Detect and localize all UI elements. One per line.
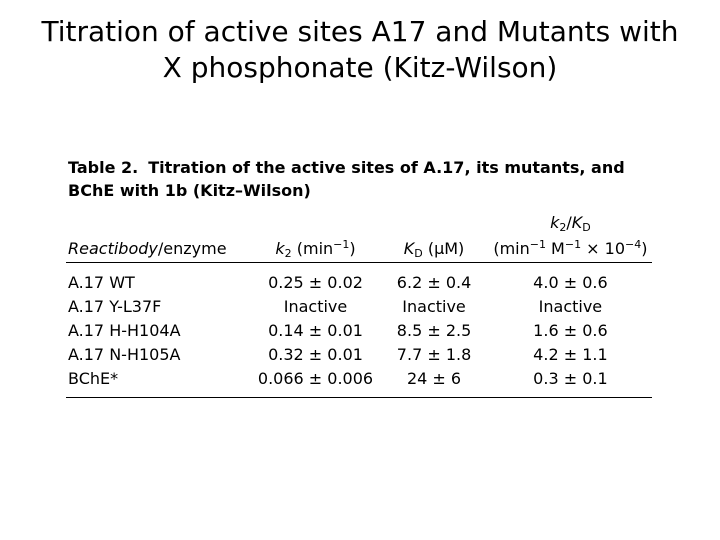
cell-kd: 7.7 ± 1.8 (396, 345, 472, 364)
table-caption-line-1 (68, 156, 652, 179)
header-ratio-units: ($\min^{-1}$ $M^{-1} \times 10^{-4}$) (489, 232, 652, 263)
cell-k2: Inactive (283, 297, 348, 316)
table-caption-text-1: Titration of the active sites of A.17, its mutants, and (148, 158, 625, 177)
table-caption-label: Table 2. (68, 158, 139, 177)
cell-k2: 0.066 ± 0.006 (252, 367, 379, 398)
cell-ratio: 0.3 ± 0.1 (489, 367, 652, 398)
cell-name: BChE* (66, 367, 252, 398)
cell-ratio: 1.6 ± 0.6 (533, 321, 608, 340)
table-caption (68, 156, 652, 202)
cell-k2: 0.14 ± 0.01 (268, 321, 363, 340)
cell-name: A.17 Y-L37F (68, 297, 162, 316)
cell-name: A.17 N-H105A (68, 345, 181, 364)
slide-title-line-1: Titration of active sites A17 and Mutants with (41, 15, 679, 48)
cell-kd: 6.2 ± 0.4 (396, 273, 472, 292)
cell-name: A.17 WT (68, 273, 135, 292)
cell-ratio: 4.0 ± 0.6 (533, 273, 608, 292)
header-reactibody-enzyme: Reactibody/enzyme (66, 232, 252, 263)
titration-table (66, 212, 652, 398)
table-row (66, 367, 652, 398)
header-k2: $k_2$ $(\min^{-1})$ (252, 232, 379, 263)
header-kd: $K_D$ (μM) (379, 232, 489, 263)
cell-ratio: 4.2 ± 1.1 (533, 345, 608, 364)
table-figure (66, 156, 652, 398)
cell-kd: 24 ± 6 (379, 367, 489, 398)
table-row (66, 319, 652, 343)
cell-k2: 0.32 ± 0.01 (268, 345, 363, 364)
slide-title-line-2: X phosphonate (Kitz-Wilson) (162, 51, 558, 84)
cell-name: A.17 H-H104A (68, 321, 181, 340)
table-caption-line-2: BChE with 1b (Kitz–Wilson) (68, 181, 311, 200)
table-row (66, 343, 652, 367)
cell-kd: Inactive (402, 297, 466, 316)
table-header-row-top (66, 212, 652, 232)
table-row (66, 295, 652, 319)
cell-kd: 8.5 ± 2.5 (396, 321, 472, 340)
cell-k2: 0.25 ± 0.02 (268, 273, 363, 292)
header-k2-over-kd: $k_2/K_D$ (550, 213, 591, 234)
table-header-row (66, 232, 652, 263)
slide-title (0, 14, 720, 86)
cell-ratio: Inactive (538, 297, 603, 316)
table-row (66, 263, 652, 296)
